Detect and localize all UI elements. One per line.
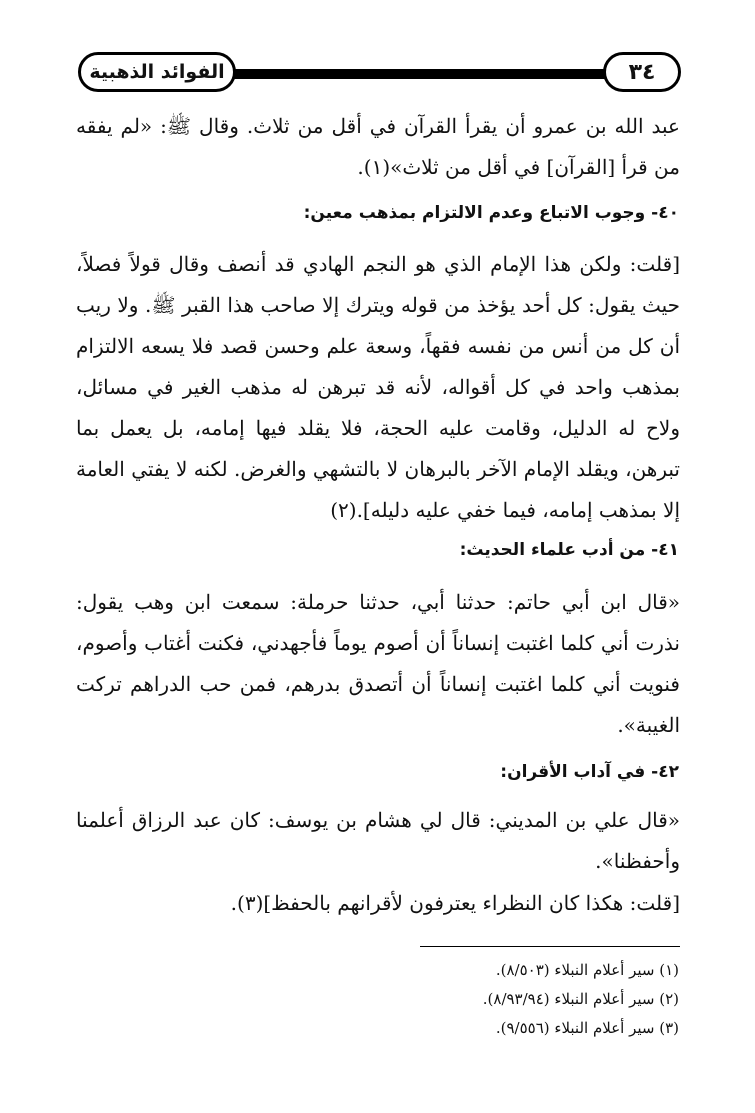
footnote-1: (١) سير أعلام النبلاء (٨/٥٠٣).: [495, 961, 679, 979]
book-title: الفوائد الذهبية: [89, 61, 225, 83]
footnote-divider: [420, 946, 680, 947]
paragraph-section-42-quote: «قال علي بن المديني: قال لي هشام بن يوسف: كان عبد الرزاق أعلمنا وأحفظنا».: [76, 808, 680, 873]
paragraph-continuation: عبد الله بن عمرو أن يقرأ القرآن في أقل من ثلاث. وقال ﷺ: «لم يفقه من قرأ [القرآن] في أقل من ثلاث»(١).: [76, 114, 680, 179]
section-heading-41: ٤١- من أدب علماء الحديث:: [459, 540, 679, 560]
paragraph-section-42-note: [قلت: هكذا كان النظراء يعترفون لأقرانهم بالحفظ](٣).: [230, 891, 680, 915]
paragraph-section-40: [قلت: ولكن هذا الإمام الذي هو النجم الهادي قد أنصف وقال قولاً فصلاً، حيث يقول: كل أحد يؤخذ من قوله ويترك إلا صاحب هذا القبر ﷺ. ولا ريب أن كل من أنس من نفسه فقهاً، وسعة علم وحسن قصد فلا يسعه الالتزام بمذهب واحد في كل أقواله، لأنه قد تبرهن له مذهب الغير في مسائل، ولاح له الدليل، وقامت عليه الحجة، فلا يقلد فيها إمامه، بل يعمل بما تبرهن، ويقلد الإمام الآخر بالبرهان لا بالتشهي والغرض. لكنه لا يفتي العامة إلا بمذهب إمامه، فيما خفي عليه دليله].(٢): [76, 252, 680, 522]
section-heading-40: ٤٠- وجوب الاتباع وعدم الالتزام بمذهب معين:: [303, 203, 679, 223]
footnotes: [75, 956, 679, 1043]
footnote-2: (٢) سير أعلام النبلاء (٨/٩٣/٩٤).: [482, 990, 679, 1008]
section-heading-42: ٤٢- في آداب الأقران:: [500, 762, 679, 782]
page-number-badge: [603, 52, 681, 92]
header-rule: [218, 69, 617, 79]
book-title-badge: [78, 52, 236, 92]
page-number: ٣٤: [628, 59, 656, 85]
footnote-3: (٣) سير أعلام النبلاء (٩/٥٥٦).: [495, 1019, 679, 1037]
paragraph-section-41: «قال ابن أبي حاتم: حدثنا أبي، حدثنا حرملة: سمعت ابن وهب يقول: نذرت أني كلما اغتبت إنساناً أن أصوم يوماً فأجهدني، فكنت أغتاب وأصوم، فنويت أني كلما اغتبت إنساناً أن أتصدق بدرهم، فمن حب الدراهم تركت الغيبة».: [76, 590, 681, 737]
page-header: [78, 50, 681, 96]
